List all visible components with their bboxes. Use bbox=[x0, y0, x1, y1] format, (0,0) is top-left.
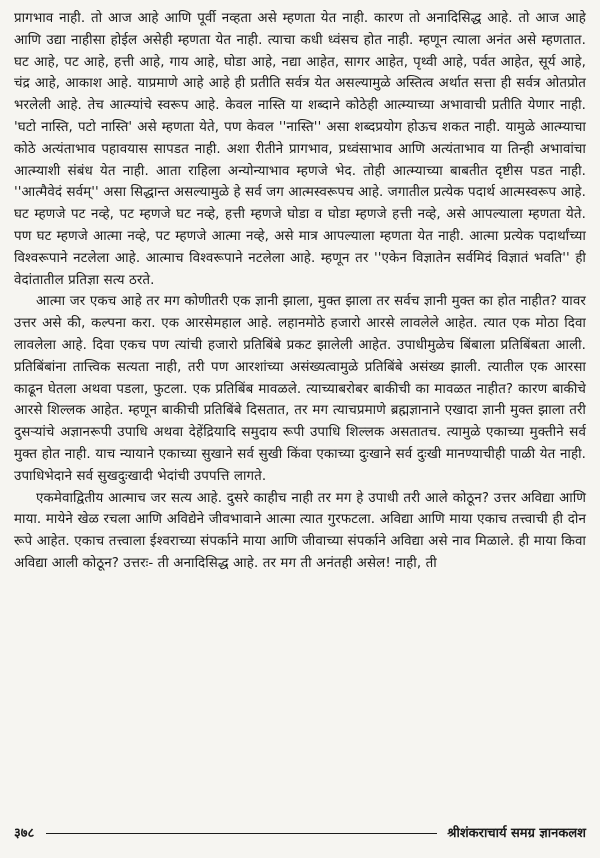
paragraph-3: एकमेवाद्वितीय आत्माच जर सत्य आहे. दुसरे काहीच नाही तर मग हे उपाधी तरी आले कोठून? उत्तर अविद्या आणि माया. मायेने खेळ रचला आणि अविद्येने जीवभावाने आत्मा त्यात गुरफटला. अविद्या आणि माया एकाच तत्त्वाची ही दोन रूपे आहेत. एकाच तत्त्वाला ईश्वराच्या संपर्काने माया आणि जीवाच्या संपर्काने अविद्या असे नाव मिळाले. ही माया किवा अविद्या आली कोठून? उत्तरः- ती अनादिसिद्ध आहे. तर मग ती अनंतही असेल! नाही, ती bbox=[14, 490, 586, 571]
page-number: ३७८ bbox=[14, 826, 35, 841]
book-title: श्रीशंकराचार्य समग्र ज्ञानकलश bbox=[447, 826, 586, 841]
footer-rule bbox=[46, 833, 437, 834]
page-footer bbox=[14, 820, 586, 844]
paragraph-1: प्रागभाव नाही. तो आज आहे आणि पूर्वी नव्हता असे म्हणता येत नाही. कारण तो अनादिसिद्ध आहे. तो आज आहे आणि उद्या नाहीसा होईल असेही म्हणता येत नाही. त्याचा कधी ध्वंसच होत नाही. म्हणून त्याला अनंत असे म्हणतात. घट आहे, पट आहे, हत्ती आहे, गाय आहे, घोडा आहे, नद्या आहेत, सागर आहेत, पृथ्वी आहे, पर्वत आहेत, सूर्य आहे, चंद्र आहे, आकाश आहे. याप्रमाणे आहे आहे ही प्रतीति सर्वत्र येत असल्यामुळे अस्तित्व अर्थात सत्ता ही सर्वत्र ओतप्रोत भरलेली आहे. तेच आत्म्यांचे स्वरूप आहे. केवल नास्ति या शब्दाने कोठेही आत्म्याच्या अभावाची प्रतीति येणार नाही. 'घटो नास्ति, पटो नास्ति' असे म्हणता येते, पण केवल ''नास्ति'' असा शब्दप्रयोग होऊच शकत नाही. यामुळे आत्म्याचा कोठे अत्यंताभाव पहावयास सापडत नाही. अशा रीतीने प्रागभाव, प्रध्वंसाभाव आणि अत्यंताभाव या तिन्ही अभावांचा आत्म्याशी संबंध येत नाही. आता राहिला अन्योन्याभाव म्हणजे भेद. तोही आत्म्याच्या बाबतीत दृष्टीस पडत नाही. ''आत्मैवेदं सर्वम्'' असा सिद्धान्त असल्यामुळे हे सर्व जग आत्मस्वरूपच आहे. जगातील प्रत्येक पदार्थ आत्मस्वरूप आहे. घट म्हणजे पट नव्हे, पट म्हणजे घट नव्हे, हत्ती म्हणजे घोडा व घोडा म्हणजे हत्ती नव्हे, असे आपल्याला म्हणता येते. पण घट म्हणजे आत्मा नव्हे, पट म्हणजे आत्मा नव्हे, असे मात्र आपल्याला म्हणता येत नाही. आत्मा प्रत्येक पदार्थांच्या विश्वरूपाने नटलेला आहे. आत्माच विश्वरूपाने नटलेला आहे. म्हणून तर ''एकेन विज्ञातेन सर्वमिदं विज्ञातं भवति'' ही वेदांतातील प्रतिज्ञा सत्य ठरते. bbox=[14, 11, 586, 288]
body-text bbox=[14, 8, 586, 575]
paragraph-2: आत्मा जर एकच आहे तर मग कोणीतरी एक ज्ञानी झाला, मुक्त झाला तर सर्वच ज्ञानी मुक्त का होत नाहीत? यावर उत्तर असे की, कल्पना करा. एक आरसेमहाल आहे. लहानमोठे हजारो आरसे लावलेले आहेत. त्यात एक मोठा दिवा लावलेला आहे. दिवा एकच पण त्यांची हजारो प्रतिबिंबे प्रकट झालेली आहेत. उपाधीमुळेच बिंबाला प्रतिबिंबता आली. प्रतिबिंबांना तात्त्विक सत्यता नाही, तरी पण आरशांच्या असंख्यत्वामुळे प्रतिबिंबे असंख्य झाली. त्यातील एक आरसा काढून घेतला अथवा पडला, फुटला. एक प्रतिबिंब मावळले. त्याच्याबरोबर बाकीची का मावळत नाहीत? कारण बाकीचे आरसे शिल्लक आहेत. म्हणून बाकीची प्रतिबिंबे दिसतात, तर मग त्याचप्रमाणे ब्रह्मज्ञानाने एखादा ज्ञानी मुक्त झाला तरी दुसऱ्यांचे अज्ञानरूपी उपाधि अथवा देहेंद्रियादि समुदाय रूपी उपाधि शिल्लक असतातच. त्यामुळे एकाच्या मुक्तीने सर्व मुक्त होत नाही. याच न्यायाने एकाच्या सुखाने सर्व सुखी किंवा एकाच्या दुःखाने सर्व दुःखी मानण्याचीही पाळी येत नाही. उपाधिभेदाने सर्व सुखदुःखादी भेदांची उपपत्ति लागते. bbox=[14, 294, 586, 484]
